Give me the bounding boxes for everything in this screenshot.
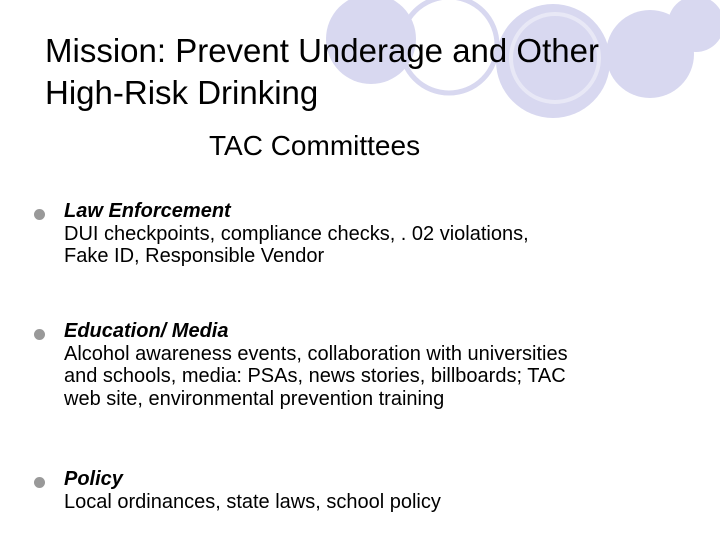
item-body <box>64 200 704 268</box>
bullet-icon <box>34 477 45 488</box>
item-heading: Law Enforcement <box>64 200 231 222</box>
bullet-icon <box>34 329 45 340</box>
item-line: and schools, media: PSAs, news stories, billboards; TAC <box>64 365 566 387</box>
item-line: DUI checkpoints, compliance checks, . 02 violations, <box>64 222 529 245</box>
slide-subtitle: TAC Committees <box>209 130 421 161</box>
item-line: Alcohol awareness events, collaboration with universities <box>64 342 568 365</box>
item-line: Local ordinances, state laws, school policy <box>64 490 441 513</box>
item-body <box>64 468 704 513</box>
item-heading: Policy <box>64 468 123 490</box>
title-line-1: Mission: Prevent Underage and Other <box>45 32 599 69</box>
bullet-icon <box>34 209 45 220</box>
slide-title <box>45 30 685 114</box>
item-line: web site, environmental prevention training <box>64 387 445 410</box>
title-line-2: High-Risk Drinking <box>45 74 319 111</box>
item-line: Fake ID, Responsible Vendor <box>64 245 325 267</box>
item-heading: Education/ Media <box>64 320 229 342</box>
item-body <box>64 320 704 410</box>
